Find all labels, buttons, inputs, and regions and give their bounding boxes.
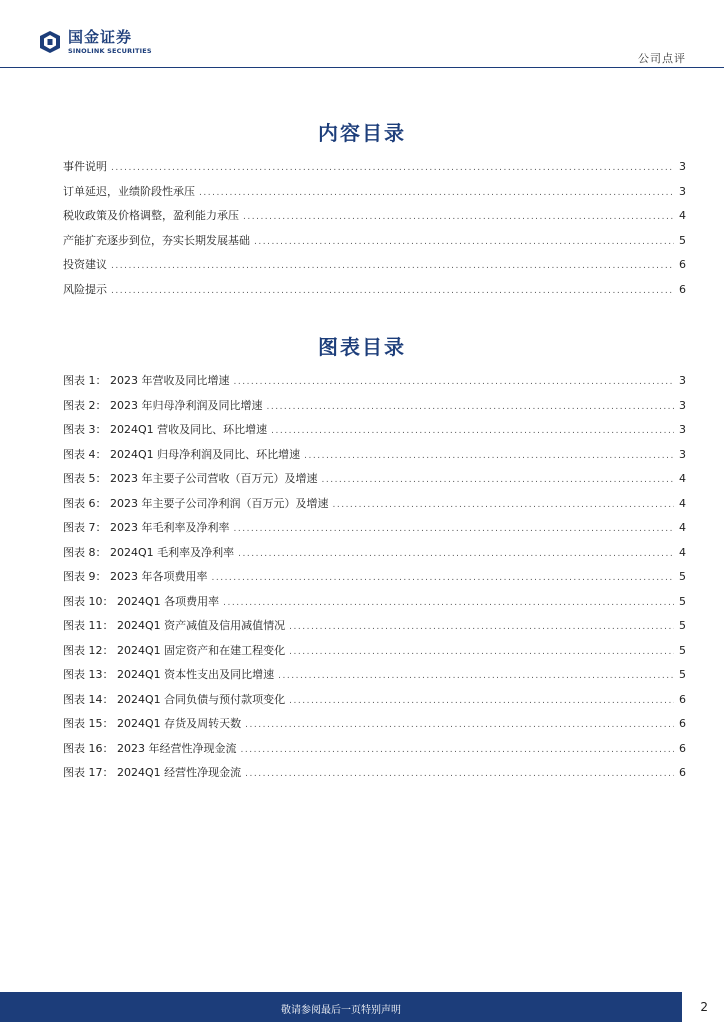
figure-entry-page: 3 (679, 398, 686, 412)
document-type: 公司点评 (638, 52, 686, 65)
dot-leader (238, 549, 674, 559)
figure-entry-label: 图表 6： 2023 年主要子公司净利润（百万元）及增速 (63, 496, 329, 510)
figure-entry[interactable] (63, 642, 686, 667)
sinolink-logo (38, 28, 152, 56)
figure-entry-label: 图表 5： 2023 年主要子公司营收（百万元）及增速 (63, 472, 318, 485)
contents-entry-label: 投资建议 (63, 258, 107, 271)
brand-name-en: SINOLINK SECURITIES (68, 46, 152, 55)
dot-leader (332, 500, 674, 510)
contents-entry[interactable] (63, 281, 686, 306)
dot-leader (199, 188, 674, 198)
footer-disclaimer: 敬请参阅最后一页特别声明 (281, 1005, 401, 1016)
figure-entry-page: 5 (679, 570, 686, 583)
figure-entry[interactable] (63, 617, 686, 642)
dot-leader (266, 402, 674, 412)
figure-entry-page: 3 (679, 447, 686, 461)
dot-leader (245, 720, 674, 730)
contents-entry-page: 3 (679, 160, 686, 173)
figure-entry[interactable] (63, 764, 686, 789)
figure-entry-label: 图表 2： 2023 年归母净利润及同比增速 (63, 398, 263, 412)
figure-entry-label: 图表 10： 2024Q1 各项费用率 (63, 594, 220, 608)
dot-leader (278, 671, 674, 681)
figure-entry[interactable] (63, 568, 686, 593)
figure-entry-label: 图表 3： 2024Q1 营收及同比、环比增速 (63, 423, 268, 436)
dot-leader (304, 451, 674, 461)
figure-entry-page: 6 (679, 741, 686, 755)
contents-entry-page: 5 (679, 233, 686, 247)
figure-entry-label: 图表 17： 2024Q1 经营性净现金流 (63, 766, 242, 779)
figure-entry[interactable] (63, 691, 686, 716)
figure-entry[interactable] (63, 519, 686, 544)
contents-list (63, 158, 686, 305)
contents-entry[interactable] (63, 232, 686, 257)
figure-entry[interactable] (63, 372, 686, 397)
figure-entry-label: 图表 14： 2024Q1 合同负债与预付款项变化 (63, 692, 286, 706)
figure-entry-page: 6 (679, 717, 686, 730)
figure-entry[interactable] (63, 666, 686, 691)
figure-entry-label: 图表 16： 2023 年经营性净现金流 (63, 741, 237, 755)
contents-entry[interactable] (63, 256, 686, 281)
page-header (0, 0, 724, 70)
dot-leader (271, 426, 674, 436)
figure-entry[interactable] (63, 715, 686, 740)
contents-entry-label: 订单延迟，业绩阶段性承压 (63, 184, 195, 198)
figure-entry-page: 5 (679, 643, 686, 657)
figure-entry-label: 图表 13： 2024Q1 资本性支出及同比增速 (63, 668, 275, 681)
dot-leader (111, 261, 674, 271)
figure-entry-label: 图表 4： 2024Q1 归母净利润及同比、环比增速 (63, 447, 301, 461)
figure-entry[interactable] (63, 740, 686, 765)
figure-entry[interactable] (63, 593, 686, 618)
figure-entry-page: 6 (679, 692, 686, 706)
figure-entry-page: 4 (679, 521, 686, 534)
figure-entry[interactable] (63, 544, 686, 569)
contents-entry[interactable] (63, 158, 686, 183)
figure-entry-label: 图表 11： 2024Q1 资产减值及信用减值情况 (63, 619, 286, 632)
figure-entry[interactable] (63, 397, 686, 422)
contents-entry-page: 3 (679, 184, 686, 198)
dot-leader (233, 377, 674, 387)
contents-entry[interactable] (63, 207, 686, 232)
figure-entry-page: 5 (679, 668, 686, 681)
contents-title: 内容目录 (318, 121, 406, 145)
figure-entry-page: 3 (679, 423, 686, 436)
dot-leader (289, 622, 674, 632)
contents-entry-label: 事件说明 (63, 160, 107, 173)
figure-entry-label: 图表 9： 2023 年各项费用率 (63, 570, 208, 583)
contents-entry-page: 6 (679, 282, 686, 296)
figure-entry-label: 图表 7： 2023 年毛利率及净利率 (63, 521, 230, 534)
page-number: 2 (700, 1000, 708, 1014)
figure-entry-label: 图表 15： 2024Q1 存货及周转天数 (63, 717, 242, 730)
dot-leader (223, 598, 674, 608)
contents-entry-label: 税收政策及价格调整，盈利能力承压 (63, 209, 239, 222)
dot-leader (111, 286, 674, 296)
dot-leader (245, 769, 674, 779)
dot-leader (321, 475, 674, 485)
figure-entry-page: 4 (679, 472, 686, 485)
figure-entry[interactable] (63, 495, 686, 520)
figure-entry[interactable] (63, 446, 686, 471)
contents-entry[interactable] (63, 183, 686, 208)
figure-entry-page: 5 (679, 619, 686, 632)
figure-entry-page: 3 (679, 374, 686, 387)
figure-entry-label: 图表 8： 2024Q1 毛利率及净利率 (63, 545, 235, 559)
contents-entry-page: 4 (679, 209, 686, 222)
dot-leader (254, 237, 674, 247)
brand-name-cn: 国金证券 (68, 27, 133, 46)
figure-entry[interactable] (63, 421, 686, 446)
figures-list (63, 372, 686, 789)
dot-leader (111, 163, 674, 173)
figure-entry[interactable] (63, 470, 686, 495)
dot-leader (233, 524, 674, 534)
header-divider (0, 67, 724, 68)
figure-entry-page: 5 (679, 594, 686, 608)
figure-entry-page: 4 (679, 496, 686, 510)
figure-entry-page: 4 (679, 545, 686, 559)
dot-leader (289, 647, 674, 657)
sinolink-logo-icon (38, 30, 62, 54)
dot-leader (211, 573, 674, 583)
dot-leader (240, 745, 674, 755)
dot-leader (243, 212, 674, 222)
contents-entry-page: 6 (679, 258, 686, 271)
figure-entry-label: 图表 1： 2023 年营收及同比增速 (63, 374, 230, 387)
contents-entry-label: 产能扩充逐步到位，夯实长期发展基础 (63, 233, 250, 247)
figure-entry-page: 6 (679, 766, 686, 779)
contents-entry-label: 风险提示 (63, 282, 107, 296)
figures-title: 图表目录 (318, 335, 406, 359)
dot-leader (289, 696, 674, 706)
figure-entry-label: 图表 12： 2024Q1 固定资产和在建工程变化 (63, 643, 286, 657)
